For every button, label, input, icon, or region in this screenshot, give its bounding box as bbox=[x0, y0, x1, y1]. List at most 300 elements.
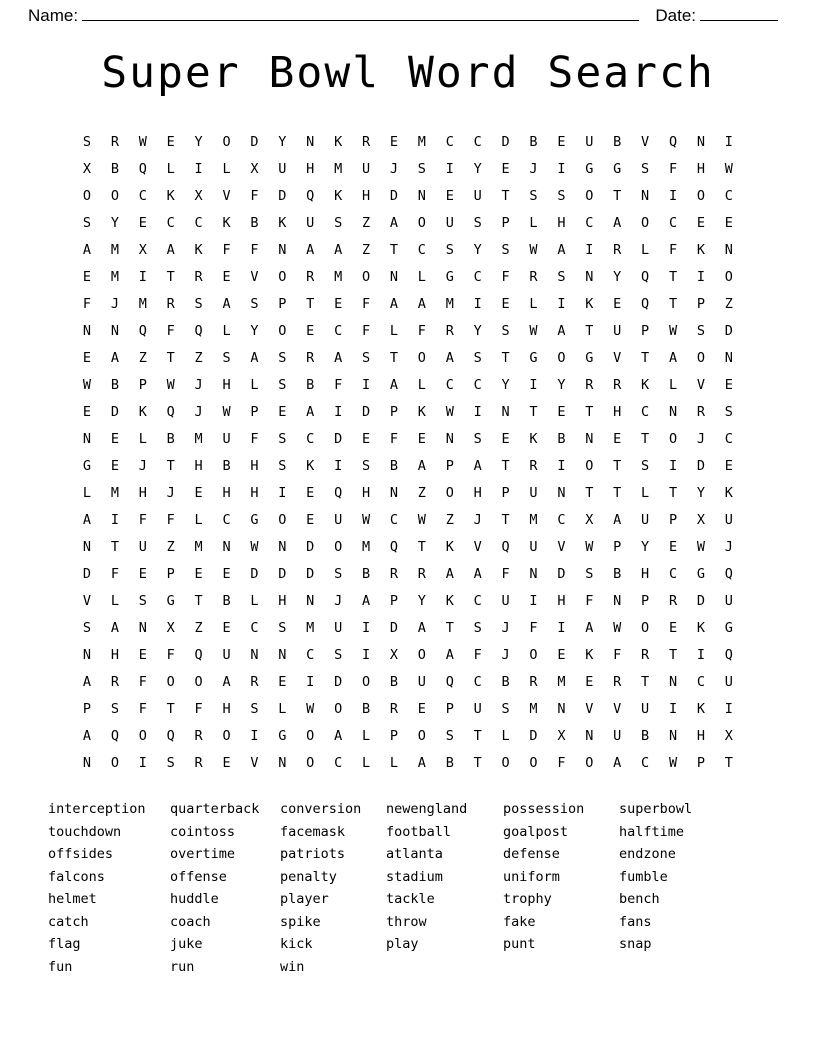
grid-cell[interactable]: Z bbox=[724, 295, 733, 312]
grid-cell[interactable]: F bbox=[501, 565, 510, 582]
grid-cell[interactable]: L bbox=[222, 160, 231, 177]
grid-cell[interactable]: E bbox=[194, 565, 203, 582]
grid-cell[interactable]: R bbox=[641, 646, 650, 663]
grid-cell[interactable]: O bbox=[641, 619, 650, 636]
grid-cell[interactable]: V bbox=[557, 538, 566, 555]
grid-cell[interactable]: R bbox=[194, 754, 203, 771]
grid-cell[interactable]: E bbox=[613, 295, 622, 312]
grid-cell[interactable]: S bbox=[501, 700, 510, 717]
grid-cell[interactable]: R bbox=[194, 727, 203, 744]
grid-cell[interactable]: I bbox=[138, 268, 147, 285]
grid-cell[interactable]: D bbox=[82, 565, 92, 582]
grid-cell[interactable]: T bbox=[529, 403, 538, 420]
grid-cell[interactable]: L bbox=[417, 376, 426, 393]
grid-cell[interactable]: L bbox=[501, 727, 510, 744]
grid-cell[interactable]: J bbox=[696, 430, 705, 447]
grid-cell[interactable]: E bbox=[613, 430, 622, 447]
grid-cell[interactable]: B bbox=[110, 160, 119, 177]
grid-cell[interactable]: N bbox=[501, 403, 510, 420]
grid-cell[interactable]: I bbox=[668, 187, 678, 204]
word-list-item[interactable]: trophy bbox=[503, 891, 552, 907]
grid-cell[interactable]: M bbox=[557, 673, 566, 690]
grid-cell[interactable]: X bbox=[724, 727, 733, 744]
grid-cell[interactable]: J bbox=[194, 403, 203, 420]
grid-cell[interactable]: R bbox=[445, 322, 454, 339]
grid-cell[interactable]: P bbox=[696, 754, 705, 771]
grid-cell[interactable]: E bbox=[110, 457, 119, 474]
grid-cell[interactable]: H bbox=[557, 592, 566, 609]
grid-cell[interactable]: T bbox=[501, 457, 510, 474]
grid-cell[interactable]: N bbox=[389, 484, 399, 501]
grid-cell[interactable]: S bbox=[724, 403, 733, 420]
grid-cell[interactable]: N bbox=[557, 484, 566, 501]
grid-cell[interactable]: X bbox=[585, 511, 594, 528]
grid-cell[interactable]: N bbox=[585, 727, 594, 744]
grid-cell[interactable]: Q bbox=[445, 673, 454, 690]
grid-cell[interactable]: C bbox=[445, 376, 454, 393]
grid-cell[interactable]: W bbox=[529, 241, 538, 258]
grid-cell[interactable]: R bbox=[166, 295, 175, 312]
grid-cell[interactable]: N bbox=[278, 646, 287, 663]
grid-cell[interactable]: P bbox=[641, 592, 650, 609]
grid-cell[interactable]: L bbox=[194, 511, 203, 528]
grid-cell[interactable]: P bbox=[389, 403, 399, 420]
grid-cell[interactable]: F bbox=[222, 241, 231, 258]
grid-cell[interactable]: L bbox=[389, 322, 399, 339]
grid-cell[interactable]: A bbox=[334, 349, 343, 366]
word-list-item[interactable]: play bbox=[386, 936, 419, 952]
grid-cell[interactable]: Y bbox=[110, 214, 119, 231]
grid-cell[interactable]: H bbox=[222, 376, 231, 393]
grid-cell[interactable]: C bbox=[473, 133, 482, 150]
grid-cell[interactable]: F bbox=[417, 322, 426, 339]
grid-cell[interactable]: B bbox=[110, 376, 119, 393]
grid-cell[interactable]: L bbox=[361, 727, 371, 744]
grid-cell[interactable]: I bbox=[278, 484, 287, 501]
grid-cell[interactable]: E bbox=[668, 538, 678, 555]
grid-cell[interactable]: J bbox=[501, 646, 510, 663]
grid-cell[interactable]: A bbox=[613, 754, 622, 771]
grid-cell[interactable]: S bbox=[278, 376, 287, 393]
grid-cell[interactable]: E bbox=[222, 619, 231, 636]
grid-cell[interactable]: Y bbox=[250, 322, 259, 339]
grid-cell[interactable]: S bbox=[82, 133, 92, 150]
grid-cell[interactable]: I bbox=[361, 619, 371, 636]
grid-cell[interactable]: D bbox=[389, 187, 399, 204]
grid-cell[interactable]: V bbox=[250, 754, 259, 771]
word-list-item[interactable]: fun bbox=[48, 958, 73, 975]
grid-cell[interactable]: O bbox=[696, 349, 705, 366]
grid-cell[interactable]: B bbox=[641, 727, 650, 744]
grid-cell[interactable]: J bbox=[724, 538, 733, 555]
word-list-item[interactable]: overtime bbox=[170, 846, 236, 862]
grid-cell[interactable]: S bbox=[696, 322, 705, 339]
grid-cell[interactable]: P bbox=[445, 457, 454, 474]
grid-cell[interactable]: U bbox=[278, 160, 287, 177]
grid-cell[interactable]: J bbox=[166, 484, 175, 501]
grid-cell[interactable]: E bbox=[557, 403, 566, 420]
grid-cell[interactable]: R bbox=[529, 673, 538, 690]
word-list-item[interactable]: snap bbox=[619, 936, 652, 952]
grid-cell[interactable]: A bbox=[166, 241, 175, 258]
grid-cell[interactable]: T bbox=[166, 700, 175, 717]
grid-cell[interactable]: A bbox=[110, 619, 119, 636]
grid-cell[interactable]: F bbox=[529, 619, 538, 636]
grid-cell[interactable]: O bbox=[361, 268, 371, 285]
grid-cell[interactable]: O bbox=[445, 484, 454, 501]
grid-cell[interactable]: G bbox=[724, 619, 733, 636]
grid-cell[interactable]: D bbox=[250, 565, 259, 582]
word-list-item[interactable]: uniform bbox=[503, 868, 560, 885]
grid-cell[interactable]: E bbox=[138, 565, 147, 582]
grid-cell[interactable]: N bbox=[82, 754, 92, 771]
grid-cell[interactable]: G bbox=[613, 160, 622, 177]
grid-cell[interactable]: D bbox=[361, 403, 371, 420]
grid-cell[interactable]: B bbox=[613, 565, 622, 582]
grid-cell[interactable]: H bbox=[473, 484, 482, 501]
grid-cell[interactable]: U bbox=[724, 511, 733, 528]
grid-cell[interactable]: A bbox=[306, 403, 315, 420]
grid-cell[interactable]: N bbox=[278, 241, 287, 258]
grid-cell[interactable]: E bbox=[138, 214, 147, 231]
grid-cell[interactable]: L bbox=[222, 322, 231, 339]
grid-cell[interactable]: L bbox=[389, 754, 399, 771]
grid-cell[interactable]: N bbox=[306, 133, 315, 150]
grid-cell[interactable]: O bbox=[641, 214, 650, 231]
grid-cell[interactable]: W bbox=[696, 538, 705, 555]
grid-cell[interactable]: S bbox=[473, 349, 482, 366]
grid-cell[interactable]: V bbox=[641, 133, 650, 150]
word-list-item[interactable]: cointoss bbox=[170, 823, 236, 840]
grid-cell[interactable]: E bbox=[585, 673, 594, 690]
grid-cell[interactable]: S bbox=[417, 160, 426, 177]
grid-cell[interactable]: M bbox=[194, 538, 203, 555]
word-list-item[interactable]: endzone bbox=[619, 846, 676, 862]
grid-cell[interactable]: X bbox=[250, 160, 259, 177]
grid-cell[interactable]: B bbox=[389, 673, 399, 690]
grid-cell[interactable]: T bbox=[473, 727, 482, 744]
grid-cell[interactable]: C bbox=[194, 214, 203, 231]
grid-cell[interactable]: E bbox=[417, 430, 426, 447]
word-list-item[interactable]: interception bbox=[48, 801, 146, 817]
grid-cell[interactable]: W bbox=[585, 538, 594, 555]
grid-cell[interactable]: E bbox=[724, 376, 733, 393]
grid-cell[interactable]: Q bbox=[194, 646, 203, 663]
grid-cell[interactable]: S bbox=[585, 565, 594, 582]
grid-cell[interactable]: A bbox=[222, 673, 231, 690]
grid-cell[interactable]: U bbox=[306, 214, 315, 231]
grid-cell[interactable]: C bbox=[473, 592, 482, 609]
grid-cell[interactable]: G bbox=[585, 349, 594, 366]
grid-cell[interactable]: M bbox=[334, 268, 343, 285]
grid-cell[interactable]: R bbox=[668, 592, 678, 609]
grid-cell[interactable]: I bbox=[138, 754, 147, 771]
grid-cell[interactable]: E bbox=[724, 457, 733, 474]
grid-cell[interactable]: K bbox=[585, 646, 594, 663]
word-list-item[interactable]: tackle bbox=[386, 891, 435, 907]
grid-cell[interactable]: G bbox=[529, 349, 538, 366]
grid-cell[interactable]: H bbox=[138, 484, 147, 501]
grid-cell[interactable]: L bbox=[641, 241, 650, 258]
grid-cell[interactable]: C bbox=[668, 565, 678, 582]
grid-cell[interactable]: C bbox=[641, 754, 650, 771]
grid-cell[interactable]: R bbox=[306, 268, 315, 285]
grid-cell[interactable]: J bbox=[110, 295, 119, 312]
grid-cell[interactable]: N bbox=[585, 430, 594, 447]
grid-cell[interactable]: O bbox=[334, 538, 343, 555]
grid-cell[interactable]: R bbox=[613, 376, 622, 393]
grid-cell[interactable]: Z bbox=[361, 214, 371, 231]
grid-cell[interactable]: C bbox=[641, 403, 650, 420]
grid-cell[interactable]: H bbox=[110, 646, 119, 663]
grid-cell[interactable]: I bbox=[473, 403, 482, 420]
grid-cell[interactable]: A bbox=[445, 565, 454, 582]
grid-cell[interactable]: R bbox=[110, 133, 119, 150]
grid-cell[interactable]: I bbox=[361, 376, 371, 393]
grid-cell[interactable]: N bbox=[724, 349, 733, 366]
grid-cell[interactable]: O bbox=[194, 673, 203, 690]
grid-cell[interactable]: O bbox=[557, 349, 566, 366]
grid-cell[interactable]: J bbox=[389, 160, 399, 177]
word-list-item[interactable]: run bbox=[170, 958, 195, 975]
grid-cell[interactable]: H bbox=[250, 484, 259, 501]
grid-cell[interactable]: D bbox=[696, 592, 705, 609]
grid-cell[interactable]: T bbox=[585, 403, 594, 420]
grid-cell[interactable]: T bbox=[417, 538, 426, 555]
grid-cell[interactable]: U bbox=[361, 160, 371, 177]
grid-cell[interactable]: N bbox=[138, 619, 147, 636]
grid-cell[interactable]: S bbox=[138, 592, 147, 609]
grid-cell[interactable]: L bbox=[529, 214, 538, 231]
grid-cell[interactable]: X bbox=[194, 187, 203, 204]
grid-cell[interactable]: E bbox=[696, 214, 705, 231]
grid-cell[interactable]: H bbox=[361, 187, 371, 204]
grid-cell[interactable]: H bbox=[696, 727, 705, 744]
grid-cell[interactable]: D bbox=[696, 457, 705, 474]
grid-cell[interactable]: W bbox=[82, 376, 92, 393]
grid-cell[interactable]: E bbox=[278, 673, 287, 690]
grid-cell[interactable]: I bbox=[696, 268, 705, 285]
grid-cell[interactable]: E bbox=[138, 646, 147, 663]
grid-cell[interactable]: N bbox=[445, 430, 454, 447]
grid-cell[interactable]: S bbox=[641, 457, 650, 474]
grid-cell[interactable]: S bbox=[529, 187, 538, 204]
word-list-item[interactable]: facemask bbox=[280, 823, 346, 840]
word-list-item[interactable]: offsides bbox=[48, 846, 114, 862]
grid-cell[interactable]: O bbox=[529, 646, 538, 663]
grid-cell[interactable]: A bbox=[417, 457, 426, 474]
grid-cell[interactable]: R bbox=[250, 673, 259, 690]
grid-cell[interactable]: K bbox=[417, 403, 426, 420]
grid-cell[interactable]: F bbox=[361, 295, 371, 312]
grid-cell[interactable]: B bbox=[445, 754, 454, 771]
grid-cell[interactable]: T bbox=[166, 268, 175, 285]
grid-cell[interactable]: S bbox=[334, 646, 343, 663]
grid-cell[interactable]: R bbox=[194, 268, 203, 285]
grid-cell[interactable]: U bbox=[222, 430, 231, 447]
grid-cell[interactable]: A bbox=[445, 646, 454, 663]
grid-cell[interactable]: A bbox=[417, 619, 426, 636]
grid-cell[interactable]: R bbox=[361, 133, 371, 150]
grid-cell[interactable]: N bbox=[557, 700, 566, 717]
grid-cell[interactable]: K bbox=[696, 700, 705, 717]
grid-cell[interactable]: R bbox=[613, 241, 622, 258]
grid-cell[interactable]: A bbox=[613, 214, 622, 231]
grid-cell[interactable]: O bbox=[110, 187, 119, 204]
word-list-item[interactable]: bench bbox=[619, 891, 660, 907]
grid-cell[interactable]: G bbox=[445, 268, 454, 285]
grid-cell[interactable]: T bbox=[585, 484, 594, 501]
word-list-item[interactable]: patriots bbox=[280, 846, 346, 862]
grid-cell[interactable]: U bbox=[529, 538, 538, 555]
word-list-item[interactable]: helmet bbox=[48, 891, 97, 907]
grid-cell[interactable]: O bbox=[334, 700, 343, 717]
grid-cell[interactable]: E bbox=[306, 484, 315, 501]
grid-cell[interactable]: L bbox=[641, 484, 650, 501]
grid-cell[interactable]: Y bbox=[501, 376, 510, 393]
word-list-item[interactable]: spike bbox=[280, 913, 321, 930]
grid-cell[interactable]: N bbox=[82, 646, 92, 663]
grid-cell[interactable]: B bbox=[250, 214, 259, 231]
grid-cell[interactable]: U bbox=[613, 322, 622, 339]
grid-cell[interactable]: I bbox=[334, 403, 343, 420]
grid-cell[interactable]: T bbox=[668, 646, 678, 663]
grid-cell[interactable]: S bbox=[194, 295, 203, 312]
word-list-item[interactable]: kick bbox=[280, 936, 313, 952]
grid-cell[interactable]: K bbox=[585, 295, 594, 312]
grid-cell[interactable]: E bbox=[724, 214, 733, 231]
word-list-item[interactable]: offense bbox=[170, 868, 227, 885]
grid-cell[interactable]: N bbox=[278, 538, 287, 555]
grid-cell[interactable]: K bbox=[445, 592, 454, 609]
word-list-item[interactable]: win bbox=[280, 958, 305, 975]
grid-cell[interactable]: N bbox=[641, 187, 650, 204]
grid-cell[interactable]: S bbox=[334, 565, 343, 582]
grid-cell[interactable]: R bbox=[613, 673, 622, 690]
grid-cell[interactable]: L bbox=[278, 700, 287, 717]
grid-cell[interactable]: S bbox=[166, 754, 175, 771]
grid-cell[interactable]: J bbox=[473, 511, 482, 528]
grid-cell[interactable]: L bbox=[250, 592, 259, 609]
grid-cell[interactable]: O bbox=[222, 727, 231, 744]
grid-cell[interactable]: H bbox=[557, 214, 566, 231]
grid-cell[interactable]: N bbox=[668, 673, 678, 690]
grid-cell[interactable]: E bbox=[306, 511, 315, 528]
grid-cell[interactable]: G bbox=[82, 457, 92, 474]
grid-cell[interactable]: B bbox=[361, 565, 371, 582]
grid-cell[interactable]: A bbox=[613, 511, 622, 528]
grid-cell[interactable]: D bbox=[306, 565, 315, 582]
grid-cell[interactable]: X bbox=[166, 619, 175, 636]
grid-cell[interactable]: N bbox=[696, 133, 705, 150]
grid-cell[interactable]: N bbox=[222, 538, 231, 555]
grid-cell[interactable]: S bbox=[473, 619, 482, 636]
grid-cell[interactable]: X bbox=[82, 160, 92, 177]
grid-cell[interactable]: R bbox=[529, 457, 538, 474]
grid-cell[interactable]: V bbox=[585, 700, 594, 717]
grid-cell[interactable]: E bbox=[445, 187, 454, 204]
word-list-item[interactable]: quarterback bbox=[170, 801, 260, 817]
grid-cell[interactable]: D bbox=[389, 619, 399, 636]
word-list-item[interactable]: falcons bbox=[48, 868, 105, 885]
grid-cell[interactable]: I bbox=[557, 160, 566, 177]
grid-cell[interactable]: K bbox=[138, 403, 147, 420]
grid-cell[interactable]: R bbox=[110, 673, 119, 690]
grid-cell[interactable]: C bbox=[166, 214, 175, 231]
grid-cell[interactable]: N bbox=[668, 727, 678, 744]
grid-cell[interactable]: Y bbox=[696, 484, 705, 501]
grid-cell[interactable]: U bbox=[585, 133, 594, 150]
word-list-item[interactable]: halftime bbox=[619, 823, 685, 840]
grid-cell[interactable]: Q bbox=[110, 727, 119, 744]
grid-cell[interactable]: F bbox=[250, 241, 259, 258]
grid-cell[interactable]: F bbox=[585, 592, 594, 609]
grid-cell[interactable]: Q bbox=[641, 268, 650, 285]
grid-cell[interactable]: V bbox=[613, 349, 622, 366]
grid-cell[interactable]: C bbox=[473, 268, 482, 285]
grid-cell[interactable]: E bbox=[501, 160, 510, 177]
grid-cell[interactable]: N bbox=[250, 646, 259, 663]
grid-cell[interactable]: Y bbox=[613, 268, 622, 285]
grid-cell[interactable]: C bbox=[417, 241, 426, 258]
grid-cell[interactable]: A bbox=[417, 295, 426, 312]
grid-cell[interactable]: S bbox=[501, 322, 510, 339]
grid-cell[interactable]: L bbox=[417, 268, 426, 285]
grid-cell[interactable]: P bbox=[166, 565, 175, 582]
grid-cell[interactable]: C bbox=[696, 673, 705, 690]
grid-cell[interactable]: B bbox=[557, 430, 566, 447]
grid-cell[interactable]: S bbox=[82, 619, 92, 636]
grid-cell[interactable]: K bbox=[166, 187, 175, 204]
word-list-item[interactable]: throw bbox=[386, 913, 427, 930]
grid-cell[interactable]: Q bbox=[166, 727, 175, 744]
grid-cell[interactable]: D bbox=[110, 403, 119, 420]
grid-cell[interactable]: I bbox=[110, 511, 119, 528]
grid-cell[interactable]: V bbox=[613, 700, 622, 717]
grid-cell[interactable]: H bbox=[613, 403, 622, 420]
grid-cell[interactable]: D bbox=[334, 673, 343, 690]
word-list-item[interactable]: superbowl bbox=[619, 801, 693, 817]
grid-cell[interactable]: E bbox=[222, 565, 231, 582]
grid-cell[interactable]: D bbox=[278, 187, 287, 204]
grid-cell[interactable]: E bbox=[222, 268, 231, 285]
grid-cell[interactable]: A bbox=[82, 241, 92, 258]
grid-cell[interactable]: F bbox=[194, 700, 203, 717]
grid-cell[interactable]: C bbox=[138, 187, 147, 204]
grid-cell[interactable]: E bbox=[194, 484, 203, 501]
grid-cell[interactable]: A bbox=[473, 565, 482, 582]
grid-cell[interactable]: F bbox=[250, 430, 259, 447]
grid-cell[interactable]: P bbox=[278, 295, 287, 312]
grid-cell[interactable]: A bbox=[110, 349, 119, 366]
grid-cell[interactable]: C bbox=[389, 511, 399, 528]
grid-cell[interactable]: J bbox=[334, 592, 343, 609]
grid-cell[interactable]: O bbox=[724, 268, 733, 285]
grid-cell[interactable]: W bbox=[138, 133, 147, 150]
grid-cell[interactable]: X bbox=[696, 511, 705, 528]
grid-cell[interactable]: T bbox=[389, 241, 399, 258]
grid-cell[interactable]: T bbox=[641, 673, 650, 690]
grid-cell[interactable]: C bbox=[306, 430, 315, 447]
grid-cell[interactable]: O bbox=[417, 214, 426, 231]
grid-cell[interactable]: F bbox=[82, 295, 92, 312]
grid-cell[interactable]: O bbox=[138, 727, 147, 744]
grid-cell[interactable]: H bbox=[222, 484, 231, 501]
word-list-item[interactable]: newengland bbox=[386, 801, 468, 817]
grid-cell[interactable]: T bbox=[668, 484, 678, 501]
word-list-item[interactable]: fans bbox=[619, 913, 652, 930]
grid-cell[interactable]: E bbox=[222, 754, 231, 771]
